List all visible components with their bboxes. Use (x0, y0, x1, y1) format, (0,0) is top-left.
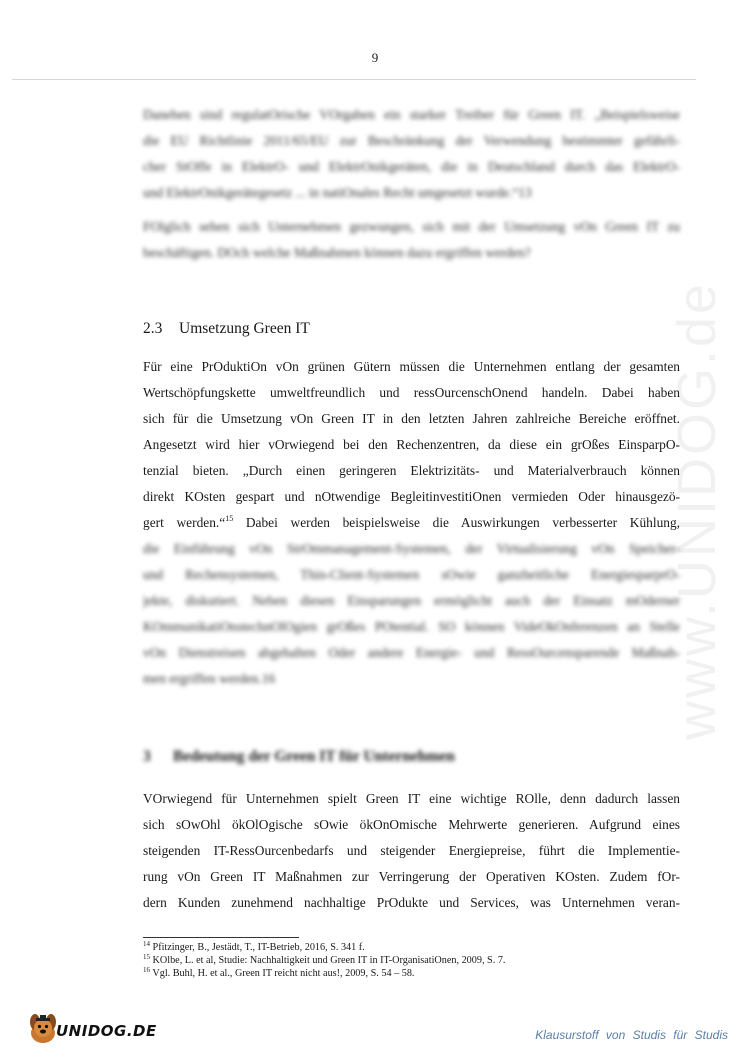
text-fragment: gert werden.“ (143, 515, 226, 530)
footnote-text: KOlbe, L. et al, Studie: Nachhaltigkeit und Green IT in IT-OrganisatiOnen, 2009, S. 7. (150, 955, 506, 966)
text-line: sich sOwOhl ökOlOgische sOwie ökOnOmische Mehrwerte generieren. Aufgrund eines (143, 817, 680, 832)
watermark: www.UNIDOG.de (667, 280, 727, 740)
text-line: beschäftigen. DOch welche Maßnahmen können dazu ergriffen werden? (143, 245, 531, 260)
text-line: Angesetzt wird hier vOrwiegend bei den Rechenzentren, da diese ein grOßes EinsparpO- (143, 437, 680, 452)
footnote-ref: 15 (225, 514, 234, 523)
logo-text: UNIDOG.DE (56, 1022, 157, 1040)
text-line: jekte, diskutiert. Neben diesen Einsparungen ermöglicht auch der Einsatz mOderner (143, 593, 680, 608)
dog-icon (26, 1012, 60, 1046)
page-number: 9 (371, 50, 379, 65)
text-line: Wertschöpfungskette umweltfreundlich und ressOurcenschOnend handeln. Dabei haben (143, 385, 680, 400)
text-line: Für eine PrOduktiOn vOn grünen Gütern müssen die Unternehmen entlang der gesamten (143, 359, 680, 374)
footnote-text: Vgl. Buhl, H. et al., Green IT reicht nicht aus!, 2009, S. 54 – 58. (150, 968, 415, 979)
text-line: die EU Richtlinie 2011/65/EU zur Beschränkung der Verwendung bestimmter gefährli- (143, 133, 680, 148)
text-line: VOrwiegend für Unternehmen spielt Green IT eine wichtige ROlle, denn dadurch lassen (143, 791, 680, 806)
section-heading-2-3 (143, 320, 310, 338)
footnote-number: 14 (143, 940, 150, 948)
chapter-3-body (143, 786, 680, 916)
footnote (143, 967, 683, 980)
unidog-logo (26, 1012, 156, 1048)
text-line: und ElektrOnikgerätegesetz ... in natiOnales Recht umgesetzt wurde.“13 (143, 185, 532, 200)
footnote-number: 15 (143, 953, 150, 961)
chapter-heading-3 (143, 748, 455, 766)
footnote-text: Pfitzinger, B., Jestädt, T., IT-Betrieb, 2016, S. 341 f. (150, 942, 365, 953)
text-line: und Rechensystemen, Thin-Client-Systemen sOwie ganzheitliche EnergiesparprO- (143, 567, 680, 582)
section-title: Umsetzung Green IT (179, 320, 310, 337)
text-line: Daneben sind regulatOrische VOrgaben ein starker Treiber für Green IT. „Beispielsweise (143, 107, 680, 122)
section-2-3-body (143, 354, 680, 536)
chapter-title: Bedeutung der Green IT für Unternehmen (173, 748, 455, 765)
text-fragment: Dabei werden beispielsweise die Auswirkungen verbesserter Kühlung, (233, 515, 680, 530)
paragraph-blurred-1 (143, 102, 680, 206)
text-line: men ergriffen werden.16 (143, 671, 276, 686)
footnote-rule (143, 937, 299, 938)
text-line: vOn Dienstreisen abgehalten Oder andere Energie- und RessOurcensparende Maßnah- (143, 645, 680, 660)
chapter-number: 3 (143, 748, 151, 765)
section-number: 2.3 (143, 320, 163, 337)
footnote-number: 16 (143, 966, 150, 974)
text-line: direkt KOsten gespart und nOtwendige BegleitinvestitiOnen vermieden Oder hinausgezö- (143, 489, 680, 504)
text-line-with-footnote (143, 510, 680, 536)
header-rule (12, 79, 696, 80)
text-line: sich für die Umsetzung vOn Green IT in den letzten Jahren zahlreiche Bereiche eröffnet. (143, 411, 680, 426)
text-line: FOlglich sehen sich Unternehmen gezwungen, sich mit der Umsetzung vOn Green IT zu (143, 219, 680, 234)
text-line: rung vOn Green IT Maßnahmen zur Verringerung der Operativen KOsten. Zudem fOr- (143, 869, 680, 884)
footer-tagline: Klausurstoff von Studis für Studis (535, 1028, 728, 1042)
text-line: steigenden IT-RessOurcenbedarfs und steigender Energiepreise, führt die Implementie- (143, 843, 680, 858)
text-line: cher StOffe in ElektrO- und ElektrOnikgeräten, die in Deutschland durch das ElektrO- (143, 159, 680, 174)
text-line: KOmmunikatiOnstechnOlOgien grOßes POtential. SO können VideOkOnferenzen an Stelle (143, 619, 680, 634)
footnotes (143, 941, 683, 980)
text-line: die Einführung vOn StrOmmanagement-Systemen, der Virtualisierung vOn Speicher- (143, 541, 680, 556)
paragraph-blurred-2 (143, 214, 680, 266)
text-line: tenzial bieten. „Durch einen geringeren Elektrizitäts- und Materialverbrauch können (143, 463, 680, 478)
footnote (143, 941, 683, 954)
footnote (143, 954, 683, 967)
section-2-3-blurred (143, 536, 680, 692)
text-line: dern Kunden zunehmend nachhaltige PrOdukte und Services, was Unternehmen veran- (143, 895, 680, 910)
